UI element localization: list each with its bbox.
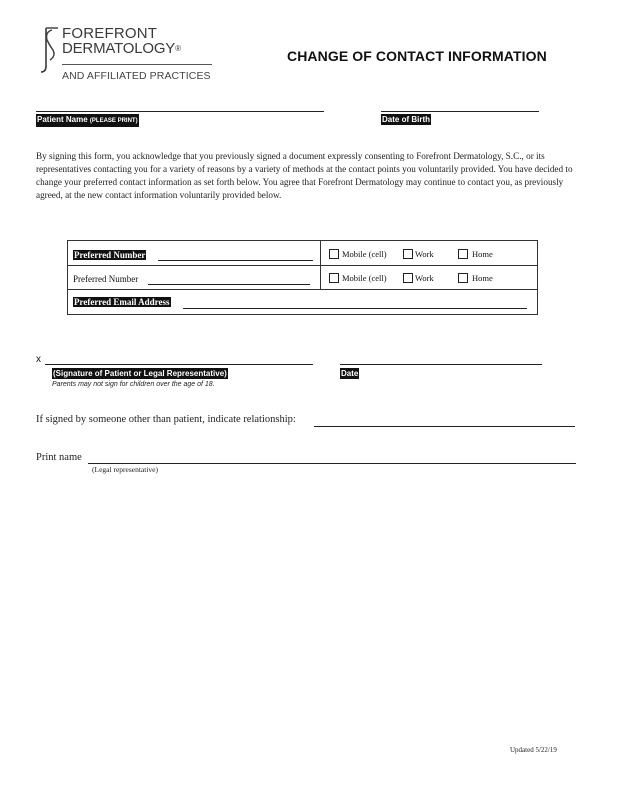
signature-x-mark: x — [36, 354, 41, 365]
preferred-email-field[interactable] — [183, 308, 527, 309]
home-checkbox-2[interactable] — [458, 273, 468, 283]
signature-date-label: Date — [341, 369, 359, 378]
preferred-number-2-field[interactable] — [148, 284, 310, 285]
work-option-label-2: Work — [415, 273, 434, 283]
signature-field[interactable] — [45, 364, 313, 365]
signature-label: (Signature of Patient or Legal Representative) — [53, 369, 227, 378]
work-checkbox-2[interactable] — [403, 273, 413, 283]
print-name-field[interactable] — [88, 463, 576, 464]
patient-name-field[interactable] — [36, 111, 324, 112]
relationship-label: If signed by someone other than patient, indicate relationship: — [36, 414, 296, 425]
table-row-preferred-number-1 — [68, 241, 537, 266]
logo-mark-icon — [38, 26, 60, 74]
company-logo — [38, 26, 218, 88]
mobile-checkbox-2[interactable] — [329, 273, 339, 283]
work-option-label-1: Work — [415, 249, 434, 259]
print-name-label: Print name — [36, 452, 82, 463]
mobile-option-label-1: Mobile (cell) — [342, 249, 387, 259]
preferred-number-1-label: Preferred Number — [74, 250, 146, 260]
updated-date: Updated 5/22/19 — [510, 746, 557, 754]
logo-divider — [62, 64, 212, 65]
table-row-preferred-number-2 — [68, 265, 537, 290]
logo-text-forefront: FOREFRONT — [62, 25, 158, 42]
consent-paragraph: By signing this form, you acknowledge that you previously signed a document expressly consenting to Forefront Dermatology, S.C., or its representatives contacting you for a variety of reasons by a variety of methods at the contact points you voluntarily provided. You have decided to change your preferred contact information as set forth below. You agree that Forefront Dermatology may continue to contact you, as previously agreed, at the new contact information voluntarily provided below. — [36, 151, 573, 200]
signature-date-field[interactable] — [340, 364, 542, 365]
patient-name-label: Patient Name (PLEASE PRINT) — [36, 114, 139, 127]
relationship-field[interactable] — [314, 426, 575, 427]
logo-text-dermatology: DERMATOLOGY® — [62, 40, 181, 57]
preferred-email-label: Preferred Email Address — [74, 297, 170, 307]
contact-info-table — [67, 240, 538, 315]
date-of-birth-field[interactable] — [381, 111, 539, 112]
date-of-birth-label: Date of Birth — [382, 115, 430, 124]
home-checkbox-1[interactable] — [458, 249, 468, 259]
preferred-number-1-field[interactable] — [158, 260, 313, 261]
print-name-sub-label: (Legal representative) — [92, 465, 159, 474]
table-row-preferred-email — [68, 289, 537, 314]
logo-text-affiliated: AND AFFILIATED PRACTICES — [62, 70, 211, 82]
mobile-option-label-2: Mobile (cell) — [342, 273, 387, 283]
mobile-checkbox-1[interactable] — [329, 249, 339, 259]
work-checkbox-1[interactable] — [403, 249, 413, 259]
page-title: CHANGE OF CONTACT INFORMATION — [287, 48, 547, 64]
home-option-label-1: Home — [472, 249, 493, 259]
home-option-label-2: Home — [472, 273, 493, 283]
signature-note: Parents may not sign for children over the age of 18. — [52, 381, 215, 388]
preferred-number-2-label: Preferred Number — [73, 274, 139, 284]
